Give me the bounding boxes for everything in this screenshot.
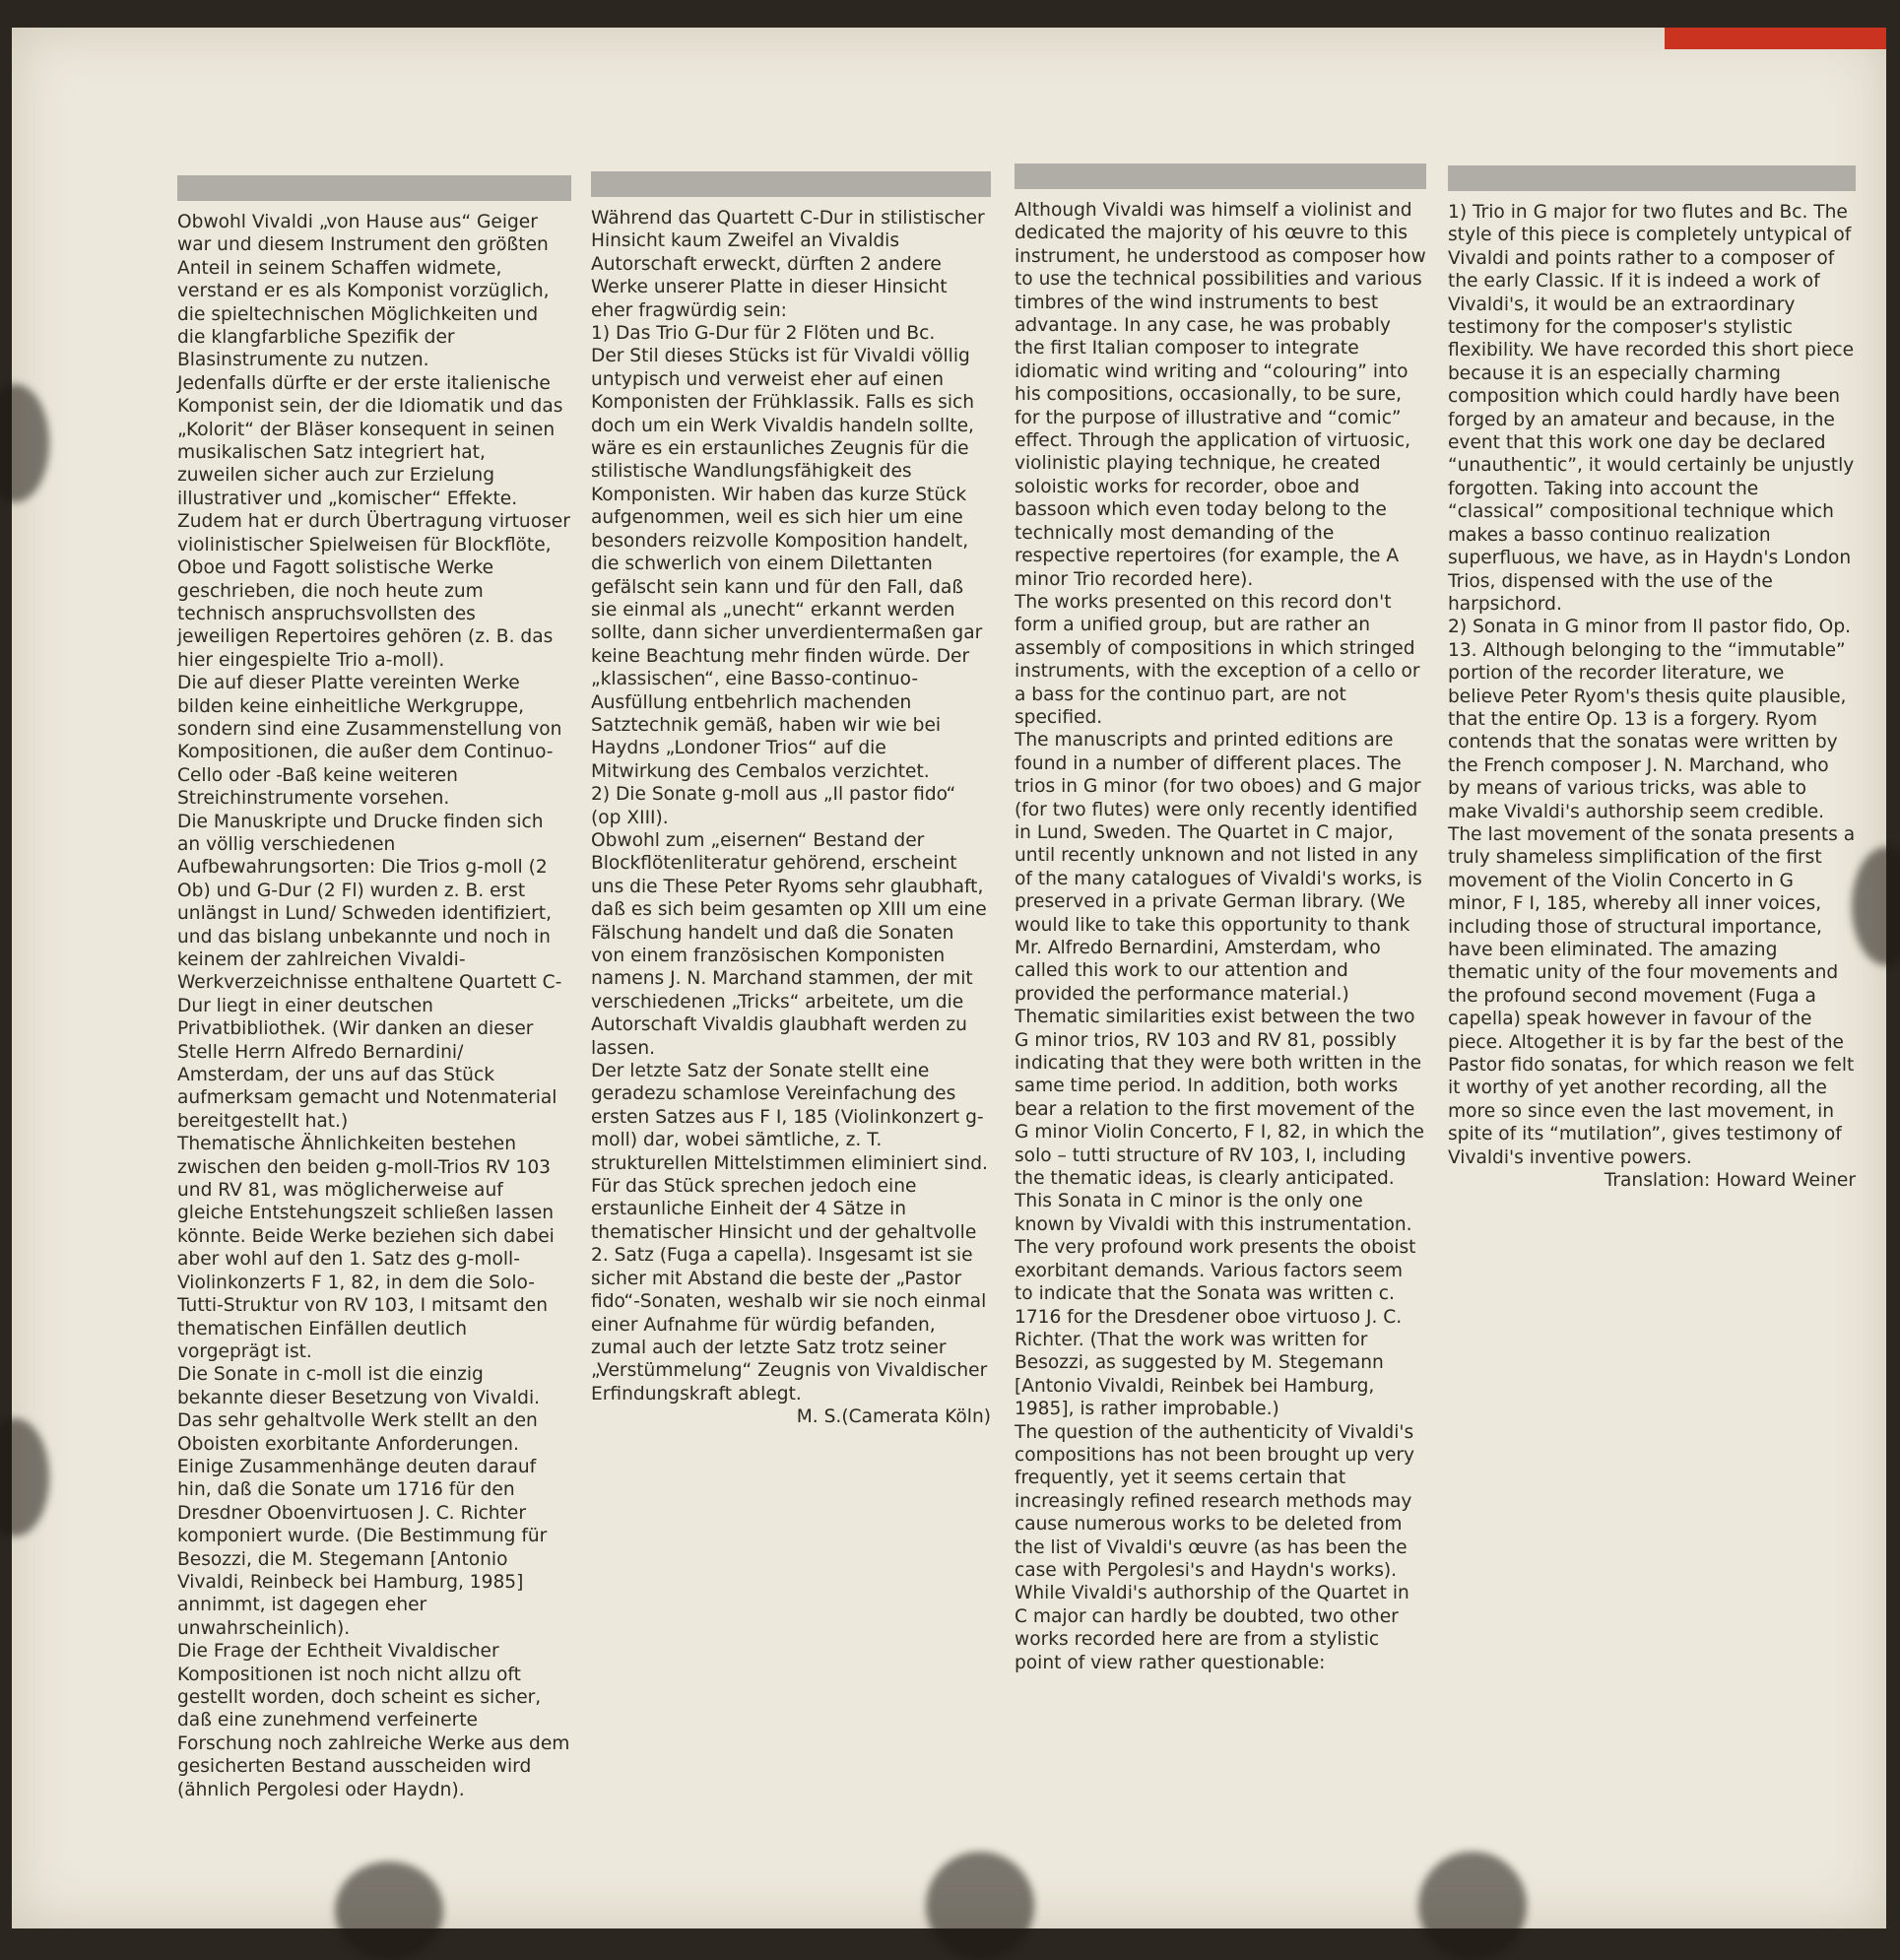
paragraph: Während das Quartett C-Dur in stilistischer Hinsicht kaum Zweifel an Vivaldis Autorschaft erweckt, dürften 2 andere Werke unserer Platte in dieser Hinsicht eher fragwürdig sein: xyxy=(591,208,985,321)
paragraph: Thematische Ähnlichkeiten bestehen zwischen den beiden g-moll-Trios RV 103 und RV 81, was möglicherweise auf gleiche Entstehungszeit schließen lassen könnte. Beide Werke beziehen sich dabei aber wohl auf den 1. Satz des g-moll-Violinkonzerts F 1, 82, in dem die Solo-Tutti-Struktur von RV 103, I mitsamt den thematischen Einfällen deutlich vorgeprägt ist. xyxy=(177,1134,555,1362)
author-signature: M. S.(Camerata Köln) xyxy=(796,1406,991,1428)
translator-credit: Translation: Howard Weiner xyxy=(1604,1170,1856,1192)
paragraph: The manuscripts and printed editions are found in a number of different places. The trios in G minor (for two oboes) and G major (for two flutes) were only recently identified in Lund, Sweden. The Quartet in C major, until recently unknown and not listed in any of the many catalogues of Vivaldi's works, is preserved in a private German library. (We would like to take this opportunity to thank Mr. Alfredo Bernardini, Amsterdam, who called this work to our attention and provided the performance material.) xyxy=(1015,730,1422,1005)
paragraph: Jedenfalls dürfte er der erste italienische Komponist sein, der die Idiomatik und das „Kolorit“ der Bläser konsequent in seinen musikalischen Satz integriert hat, zuweilen sicher auch zur Erzielung illustrativer und „komischer“ Effekte. xyxy=(177,372,563,509)
column-text xyxy=(177,211,571,1801)
liner-notes-page xyxy=(12,28,1886,1928)
column-text xyxy=(1015,199,1426,1674)
paragraph: The question of the authenticity of Vivaldi's compositions has not been brought up very frequently, yet it seems certain that increasingly refined research methods may cause numerous works to be deleted from the list of Vivaldi's œuvre (as has been the case with Pergolesi's and Haydn's works). While Vivaldi's authorship of the Quartet in C major can hardly be doubted, two other works recorded here are from a stylistic point of view rather questionable: xyxy=(1015,1421,1415,1673)
paragraph: 2) Sonata in G minor from Il pastor fido, Op. 13. Although belonging to the “immutable” portion of the recorder literature, we believe Peter Ryom's thesis quite plausible, that the entire Op. 13 is a forgery. Ryom contends that the sonatas were written by the French composer J. N. Marchand, who by means of various tricks, was able to make Vivaldi's authorship seem credible. The last movement of the sonata presents a truly shameless simplification of the first movement of the Violin Concerto in G minor, F I, 185, whereby all inner voices, including those of structural importance, have been eliminated. The amazing thematic unity of the four movements and the profound second movement (Fuga a capella) speak however in favour of the piece. Altogether it is by far the best of the Pastor fido sonatas, for which reason we felt it worthy of yet another recording, all the more so since even the last movement, in spite of its “mutilation”, gives testimony of Vivaldi's inventive powers. xyxy=(1448,617,1856,1168)
paragraph: Für das Stück sprechen jedoch eine erstaunliche Einheit der 4 Sätze in thematischer Hinsicht und der gehaltvolle 2. Satz (Fuga a capella). Insgesamt ist sie sicher mit Abstand die beste der „Pastor fido“-Sonaten, weshalb wir sie noch einmal einer Aufnahme für würdig befanden, zumal auch der letzte Satz trotz seiner „Verstümmelung“ Zeugnis von Vivaldischer Erfindungskraft ablegt. xyxy=(591,1176,988,1405)
column-header-bar xyxy=(591,171,991,197)
column-text xyxy=(591,207,991,1429)
column-text xyxy=(1448,201,1856,1192)
paragraph: Der Stil dieses Stücks ist für Vivaldi völlig untypisch und verweist eher auf einen Komponisten der Frühklassik. Falls es sich doch um ein Werk Vivaldis handeln sollte, wäre es ein erstaunliches Zeugnis für die stilistische Wandlungsfähigkeit des Komponisten. Wir haben das kurze Stück aufgenommen, weil es sich hier um eine besonders reizvolle Komposition handelt, die schwerlich von einem Dilettanten gefälscht sein kann und für den Fall, daß sie einmal als „unecht“ erkannt werden sollte, dann sicher unverdientermaßen gar keine Beachtung mehr finden würde. Der „klassischen“, eine Basso-continuo-Ausfüllung entbehrlich machenden Satztechnik gemäß, haben wir wie bei Haydns „Londoner Trios“ auf die Mitwirkung des Cembalos verzichtet. xyxy=(591,346,983,782)
paragraph: 1) Trio in G major for two flutes and Bc. The style of this piece is completely untypical of Vivaldi and points rather to a composer of the early Classic. If it is indeed a work of Vivaldi's, it would be an extraordinary testimony for the composer's stylistic flexibility. We have recorded this short piece because it is an especially charming composition which could hardly have been forged by an amateur and because, in the event that this work one day be declared “unauthentic”, it would certainly be unjustly forgotten. Taking into account the “classical” compositional technique which makes a basso continuo realization superfluous, we have, as in Haydn's London Trios, dispensed with the use of the harpsichord. xyxy=(1448,202,1855,615)
column-header-bar xyxy=(1448,165,1856,191)
paragraph: Der letzte Satz der Sonate stellt eine geradezu schamlose Vereinfachung des ersten Satzes aus F I, 185 (Violinkonzert g-moll) dar, wobei sämtliche, z. T. strukturellen Mittelstimmen eliminiert sind. xyxy=(591,1061,988,1174)
clip-shadow-bottom-2 xyxy=(926,1852,1034,1960)
paragraph: Die Sonate in c-moll ist die einzig bekannte dieser Besetzung von Vivaldi. Das sehr gehaltvolle Werk stellt an den Oboisten exorbitante Anforderungen. Einige Zusammenhänge deuten darauf hin, daß die Sonate um 1716 für den Dresdner Oboenvirtuosen J. C. Richter komponiert wurde. (Die Bestimmung für Besozzi, die M. Stegemann [Antonio Vivaldi, Reinbeck bei Hamburg, 1985] annimmt, ist dagegen eher unwahrscheinlich). xyxy=(177,1364,548,1639)
column-english-2 xyxy=(1448,165,1856,1192)
paragraph: Thematic similarities exist between the two G minor trios, RV 103 and RV 81, possibly indicating that they were both written in the same time period. In addition, both works bear a relation to the first movement of the G minor Violin Concerto, F I, 82, in which the solo – tutti structure of RV 103, I, including the thematic ideas, is clearly anticipated. xyxy=(1015,1007,1424,1190)
paragraph: 1) Das Trio G-Dur für 2 Flöten und Bc. xyxy=(591,323,936,345)
paragraph: Obwohl Vivaldi „von Hause aus“ Geiger war und diesem Instrument den größten Anteil in seinem Schaffen widmete, verstand er es als Komponist vorzüglich, die spieltechnischen Möglichkeiten und die klangfarbliche Spezifik der Blasinstrumente zu nutzen. xyxy=(177,212,550,371)
column-header-bar xyxy=(177,175,571,201)
clip-shadow-bottom-3 xyxy=(1418,1852,1527,1960)
column-german-2 xyxy=(591,171,991,1429)
column-header-bar xyxy=(1015,163,1426,189)
paragraph: Die Manuskripte und Drucke finden sich an völlig verschiedenen Aufbewahrungsorten: Die Trios g-moll (2 Ob) und G-Dur (2 Fl) wurden z. B. erst unlängst in Lund/ Schweden identifiziert, und das bislang unbekannte und noch in keinem der zahlreichen Vivaldi-Werkverzeichnisse enthaltene Quartett C-Dur liegt in einer deutschen Privatbibliothek. (Wir danken an dieser Stelle Herrn Alfredo Bernardini/ Amsterdam, der uns auf das Stück aufmerksam gemacht und Notenmaterial bereitgestellt hat.) xyxy=(177,811,562,1132)
paragraph: Die auf dieser Platte vereinten Werke bilden keine einheitliche Werkgruppe, sondern sind eine Zusammenstellung von Kompositionen, die außer dem Continuo-Cello oder -Baß keine weiteren Streichinstrumente vorsehen. xyxy=(177,673,562,810)
paragraph: Die Frage der Echtheit Vivaldischer Kompositionen ist noch nicht allzu oft gestellt worden, doch scheint es sicher, daß eine zunehmend verfeinerte Forschung noch zahlreiche Werke aus dem gesicherten Bestand ausscheiden wird (ähnlich Pergolesi oder Haydn). xyxy=(177,1641,570,1800)
column-german-1 xyxy=(177,175,571,1801)
red-corner-mark xyxy=(1665,28,1886,49)
paragraph: Although Vivaldi was himself a violinist and dedicated the majority of his œuvre to this instrument, he understood as composer how to use the technical possibilities and various timbres of the wind instruments to best advantage. In any case, he was probably the first Italian composer to integrate idiomatic wind writing and “colouring” into his compositions, occasionally, to be sure, for the purpose of illustrative and “comic” effect. Through the application of virtuosic, violinistic playing technique, he created soloistic works for recorder, oboe and bassoon which even today belong to the technically most demanding of the respective repertoires (for example, the A minor Trio recorded here). xyxy=(1015,200,1426,590)
paragraph: Obwohl zum „eisernen“ Bestand der Blockflötenliteratur gehörend, erscheint uns die These Peter Ryoms sehr glaubhaft, daß es sich beim gesamten op XIII um eine Fälschung handelt und daß die Sonaten von einem französischen Komponisten namens J. N. Marchand stammen, der mit verschiedenen „Tricks“ arbeitete, um die Autorschaft Vivaldis glaubhaft werden zu lassen. xyxy=(591,829,987,1059)
paragraph: Zudem hat er durch Übertragung virtuoser violinistischer Spielweisen für Blockflöte, Oboe und Fagott solistische Werke geschrieben, die noch heute zum technisch anspruchsvollsten des jeweiligen Repertoires gehören (z. B. das hier eingespielte Trio a-moll). xyxy=(177,511,570,671)
paragraph: This Sonata in C minor is the only one known by Vivaldi with this instrumentation. The very profound work presents the oboist exorbitant demands. Various factors seem to indicate that the Sonata was written c. 1716 for the Dresdener oboe virtuoso J. C. Richter. (That the work was written for Besozzi, as suggested by M. Stegemann [Antonio Vivaldi, Reinbek bei Hamburg, 1985], is rather improbable.) xyxy=(1015,1191,1416,1420)
column-english-1 xyxy=(1015,163,1426,1674)
clip-shadow-bottom-1 xyxy=(335,1862,443,1960)
paragraph: The works presented on this record don't form a unified group, but are rather an assembly of compositions in which stringed instruments, with the exception of a cello or a bass for the continuo part, are not specified. xyxy=(1015,591,1420,728)
paragraph: 2) Die Sonate g-moll aus „Il pastor fido“ (op XIII). xyxy=(591,784,956,828)
